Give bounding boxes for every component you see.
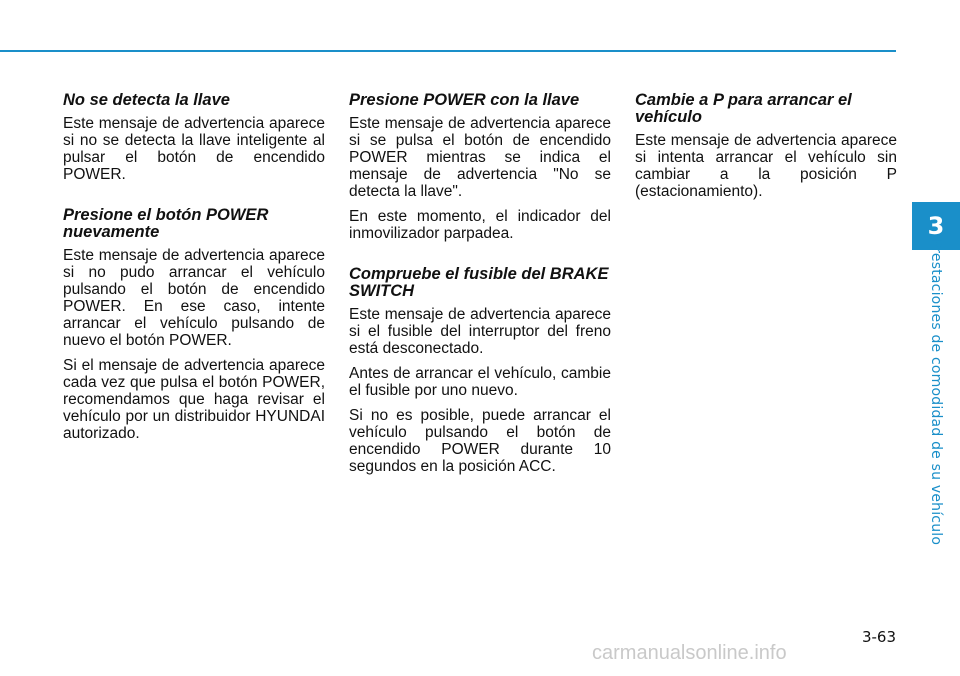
column-1	[63, 92, 325, 466]
column-3	[635, 92, 897, 224]
chapter-title: Prestaciones de comodidad de su vehículo	[928, 238, 944, 546]
section-heading: Presione el botón POWER nuevamente	[63, 206, 269, 241]
section-heading: No se detecta la llave	[63, 91, 230, 109]
section-paragraph: Este mensaje de advertencia aparece si no se detecta la llave inteligente al pulsar el botón de encendido POWER.	[63, 115, 325, 183]
section-paragraph: Si el mensaje de advertencia aparece cada vez que pulsa el botón POWER, recomendamos que haga revisar el vehículo por un distribuidor HYUNDAI autorizado.	[63, 357, 325, 442]
section-check-brake-switch-fuse	[349, 266, 611, 475]
page-number: 3-63	[861, 628, 896, 646]
header-rule	[0, 50, 896, 52]
section-paragraph: Si no es posible, puede arrancar el vehículo pulsando el botón de encendido POWER durante 10 segundos en la posición ACC.	[349, 407, 611, 475]
column-2	[349, 92, 611, 499]
section-paragraph: Este mensaje de advertencia aparece si intenta arrancar el vehículo sin cambiar a la posición P (estacionamiento).	[635, 132, 897, 200]
section-heading: Compruebe el fusible del BRAKE SWITCH	[349, 265, 609, 300]
chapter-number-tab: 3	[912, 202, 960, 250]
section-paragraph: Antes de arrancar el vehículo, cambie el fusible por uno nuevo.	[349, 365, 611, 399]
section-press-power-again	[63, 207, 325, 442]
watermark: carmanualsonline.info	[592, 642, 787, 664]
section-paragraph: En este momento, el indicador del inmovilizador parpadea.	[349, 208, 611, 242]
section-heading: Presione POWER con la llave	[349, 91, 580, 109]
section-press-power-with-key	[349, 92, 611, 242]
section-shift-to-p	[635, 92, 897, 200]
section-heading: Cambie a P para arrancar el vehículo	[635, 91, 852, 126]
section-paragraph: Este mensaje de advertencia aparece si el fusible del interruptor del freno está desconectado.	[349, 306, 611, 357]
section-paragraph: Este mensaje de advertencia aparece si se pulsa el botón de encendido POWER mientras se indica el mensaje de advertencia "No se detecta la llave".	[349, 115, 611, 200]
section-paragraph: Este mensaje de advertencia aparece si no pudo arrancar el vehículo pulsando el botón de encendido POWER. En ese caso, intente arrancar el vehículo pulsando de nuevo el botón POWER.	[63, 247, 325, 349]
section-key-not-detected	[63, 92, 325, 183]
